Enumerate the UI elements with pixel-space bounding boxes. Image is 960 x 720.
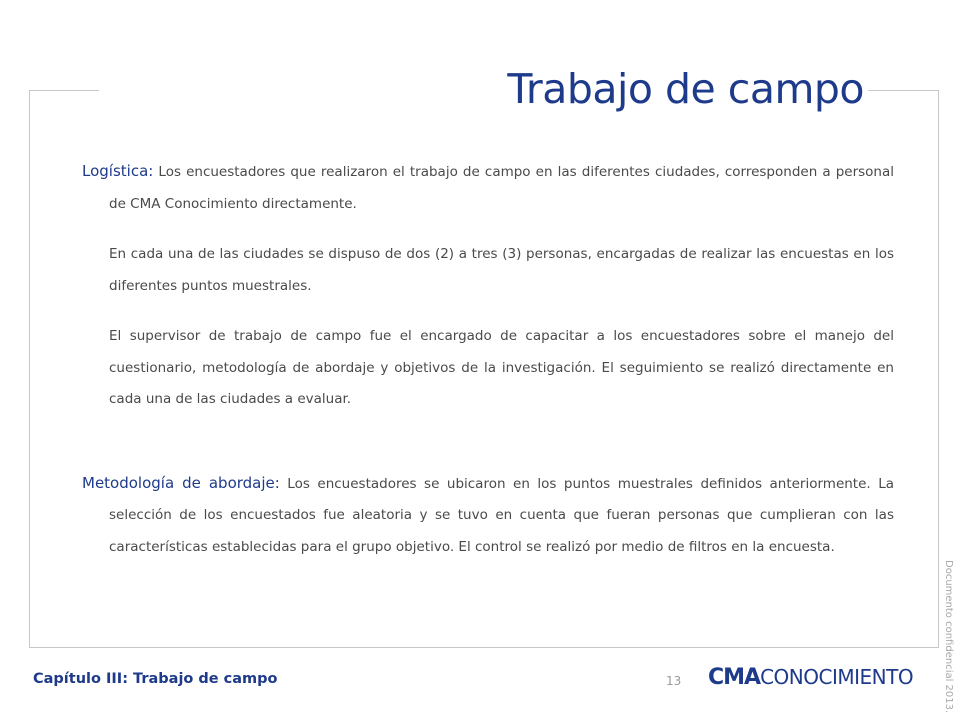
frame-top-left-line [29, 90, 99, 91]
page-number: 13 [666, 674, 682, 688]
logistica-text: Los encuestadores que realizaron el trabajo de campo en las diferentes ciudades, corresponden a personal de CMA Conocimiento directamente. [109, 164, 894, 212]
supervisor-paragraph: El supervisor de trabajo de campo fue el encargado de capacitar a los encuestadores sobre el manejo del cuestionario, metodología de abordaje y objetivos de la investigación. El seguimiento se realizó directamente en cada una de las ciudades a evaluar. [109, 328, 894, 407]
slide-title: Trabajo de campo [507, 65, 864, 113]
metodologia-paragraph [82, 468, 894, 564]
slide-body [82, 156, 894, 563]
logistica-heading: Logística: [82, 162, 154, 180]
logo-cma-text: CMA [708, 665, 761, 690]
confidential-note [942, 560, 956, 714]
confidential-note-text: Documento confidencial 2013. [943, 560, 954, 714]
logistica-paragraph [82, 156, 894, 220]
metodologia-text: Los encuestadores se ubicaron en los puntos muestrales definidos anteriormente. La selección de los encuestados fue aleatoria y se tuvo en cuenta que fueran personas que cumplieran con las características establecidas para el grupo objetivo. El control se realizó por medio de filtros en la encuesta. [109, 475, 894, 555]
metodologia-heading: Metodología de abordaje: [82, 473, 280, 492]
frame-top-right-line [868, 90, 939, 91]
logo-conocimiento-text: CONOCIMIENTO [760, 665, 914, 689]
ciudades-paragraph: En cada una de las ciudades se dispuso de dos (2) a tres (3) personas, encargadas de realizar las encuestas en los diferentes puntos muestrales. [109, 246, 894, 294]
cma-conocimiento-logo [708, 665, 913, 695]
chapter-label: Capítulo III: Trabajo de campo [33, 671, 278, 687]
